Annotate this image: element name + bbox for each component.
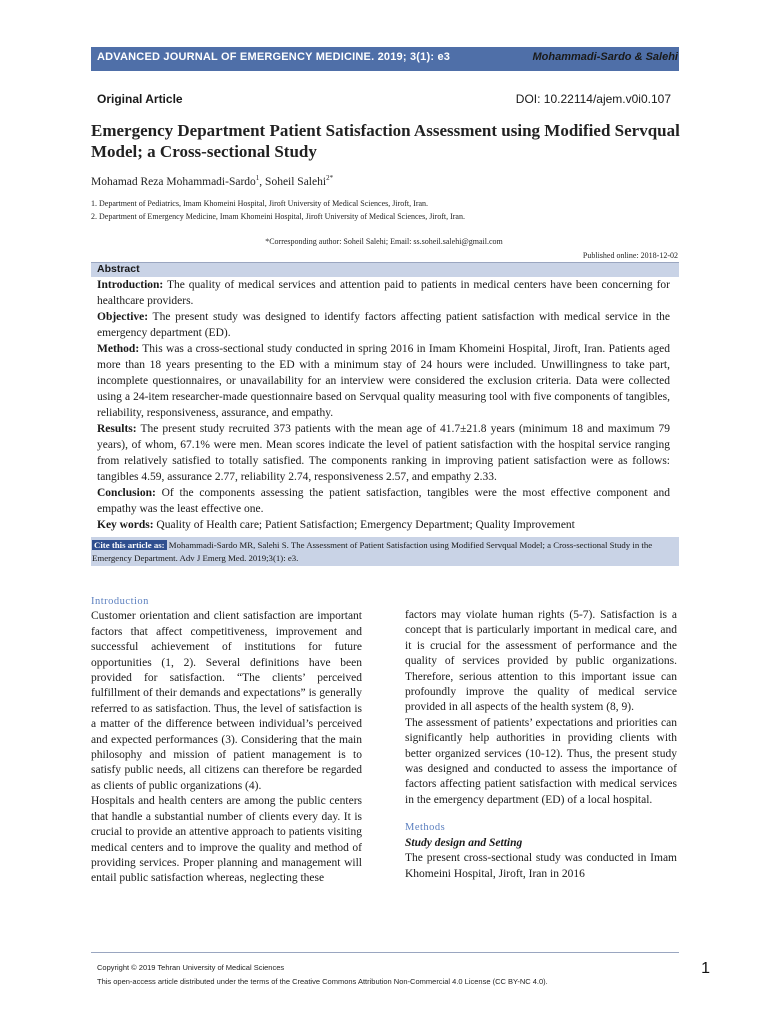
- author-affiliation-mark: 2*: [326, 174, 334, 182]
- journal-title: ADVANCED JOURNAL OF EMERGENCY MEDICINE. 2019; 3(1): e3: [97, 51, 451, 63]
- abstract-objective: [97, 309, 670, 341]
- abstract-text: The quality of medical services and attention paid to patients in medical centers have been concerning for healthcare providers.: [97, 279, 670, 307]
- citation-text: [92, 539, 676, 565]
- abstract-text: This was a cross-sectional study conducted in spring 2016 in Imam Khomeini Hospital, Jiroft, Iran. Patients aged more than 18 years presenting to the ED with a minimum stay of 24 hours were included. Unwillingness to take part, incomplete questionnaires, or unavailability for an interview were considered the exclusion criteria. Data were collected using a 24-item researcher-made questionnaire based on Servqual quality measuring tool with five components of tangibles, reliability, responsiveness, assurance, and empathy.: [97, 343, 670, 419]
- copyright-notice: Copyright © 2019 Tehran University of Medical Sciences: [97, 963, 285, 972]
- abstract-label: Introduction:: [97, 279, 164, 291]
- body-column-right: [405, 608, 677, 882]
- paragraph: The present cross-sectional study was conducted in Imam Khomeini Hospital, Jiroft, Iran in 2016: [405, 852, 677, 880]
- abstract-label: Results:: [97, 423, 137, 435]
- section-heading-introduction: Introduction: [91, 596, 149, 607]
- article-type: Original Article: [97, 92, 183, 106]
- abstract-text: Quality of Health care; Patient Satisfaction; Emergency Department; Quality Improvement: [153, 519, 575, 531]
- page-number: 1: [701, 960, 710, 977]
- author-name: Mohamad Reza Mohammadi-Sardo: [91, 175, 256, 188]
- license-notice: This open-access article distributed under the terms of the Creative Commons Attribution Non-Commercial 4.0 License (CC BY-NC 4.0).: [97, 977, 548, 986]
- abstract-text: The present study recruited 373 patients with the mean age of 41.7±21.8 years (minimum 18 and maximum 79 years), of whom, 67.1% were men. Mean scores indicate the level of patient satisfaction with the hospital service ranging from relatively satisfied to totally satisfied. The components ranking in improving patient satisfaction were as follows: tangibles 4.59, assurance 2.77, reliability 2.74, responsiveness 2.57, and empathy 2.33.: [97, 423, 670, 483]
- corresponding-author: *Corresponding author: Soheil Salehi; Email: ss.soheil.salehi@gmail.com: [265, 237, 503, 246]
- abstract-label: Method:: [97, 343, 140, 355]
- abstract-body: [97, 277, 670, 533]
- citation-reference: Mohammadi-Sardo MR, Salehi S. The Assessment of Patient Satisfaction using Modified Servqual Model; a Cross-sectional Study in the Emergency Department. Adv J Emerg Med. 2019;3(1): e3.: [92, 540, 653, 563]
- abstract-label: Key words:: [97, 519, 154, 531]
- abstract-conclusion: [97, 485, 670, 517]
- abstract-introduction: [97, 277, 670, 309]
- author-affiliation-mark: 1: [255, 174, 260, 182]
- affiliation: 1. Department of Pediatrics, Imam Khomeini Hospital, Jiroft University of Medical Sciences, Jiroft, Iran.: [91, 199, 429, 208]
- author-name: Soheil Salehi: [265, 175, 327, 188]
- paragraph: Hospitals and health centers are among the public centers that handle a substantial number of clients every day. It is crucial to provide an attentive approach to patients visiting medical centers and to improve the quality and method of providing services. Proper planning and management will entail public satisfaction whereas, neglecting these: [91, 795, 362, 885]
- abstract-label: Objective:: [97, 311, 149, 323]
- published-date: Published online: 2018-12-02: [582, 251, 678, 260]
- abstract-heading-bar: [91, 263, 679, 277]
- abstract-method: [97, 341, 670, 421]
- abstract-text: The present study was designed to identify factors affecting patient satisfaction with medical service in the emergency department (ED).: [97, 311, 670, 339]
- affiliation: 2. Department of Emergency Medicine, Imam Khomeini Hospital, Jiroft University of Medical Sciences, Jiroft, Iran.: [91, 212, 465, 221]
- body-column-left: [91, 594, 362, 887]
- author-list: [91, 174, 333, 188]
- doi-link[interactable]: DOI: 10.22114/ajem.v0i0.107: [515, 92, 671, 106]
- section-heading-methods: Methods: [405, 822, 446, 834]
- footer-divider: [91, 952, 679, 953]
- running-authors: Mohammadi-Sardo & Salehi: [532, 51, 678, 63]
- subsection-heading: Study design and Setting: [405, 836, 523, 849]
- abstract-heading: Abstract: [97, 263, 140, 275]
- citation-label: Cite this article as:: [94, 540, 165, 550]
- abstract-text: Of the components assessing the patient satisfaction, tangibles were the most effective component and empathy was the least effective one.: [97, 487, 670, 515]
- author-separator: ,: [259, 175, 266, 188]
- paragraph: The assessment of patients’ expectations and priorities can significantly help authorities in providing clients with better organized services (10-12). Thus, the present study was designed and conducted to assess the importance of factors affecting patient satisfaction with medical services in the emergency department (ED) of a local hospital.: [405, 716, 677, 806]
- abstract-keywords: [97, 517, 670, 533]
- paragraph: factors may violate human rights (5-7). Satisfaction is a concept that is particularly important in medical care, and it is crucial for the assessment of performance and the quality of services provided by public organizations. Therefore, serious attention to this important issue can profoundly improve the quality of medical service provided in all aspects of the health system (8, 9).: [405, 609, 677, 714]
- paragraph: Customer orientation and client satisfaction are important factors that affect competitiveness, improvement and successful achievement of institutions for future opportunities (1, 2). Several definitions have been provided for satisfaction. “The clients’ perceived fulfillment of their demands and expectations” is generally referred to as satisfaction. Thus, the level of satisfaction is a matter of the difference between individual’s perceived and expected performances (3). Considering that the main philosophy and mission of patient management is to satisfy public needs, all citizens can therefore be regarded as clients of public organizations (4).: [91, 610, 362, 792]
- abstract-label: Conclusion:: [97, 487, 156, 499]
- article-title: Emergency Department Patient Satisfaction Assessment using Modified Servqual Model; a Cross-sectional Study: [91, 121, 680, 161]
- abstract-results: [97, 421, 670, 485]
